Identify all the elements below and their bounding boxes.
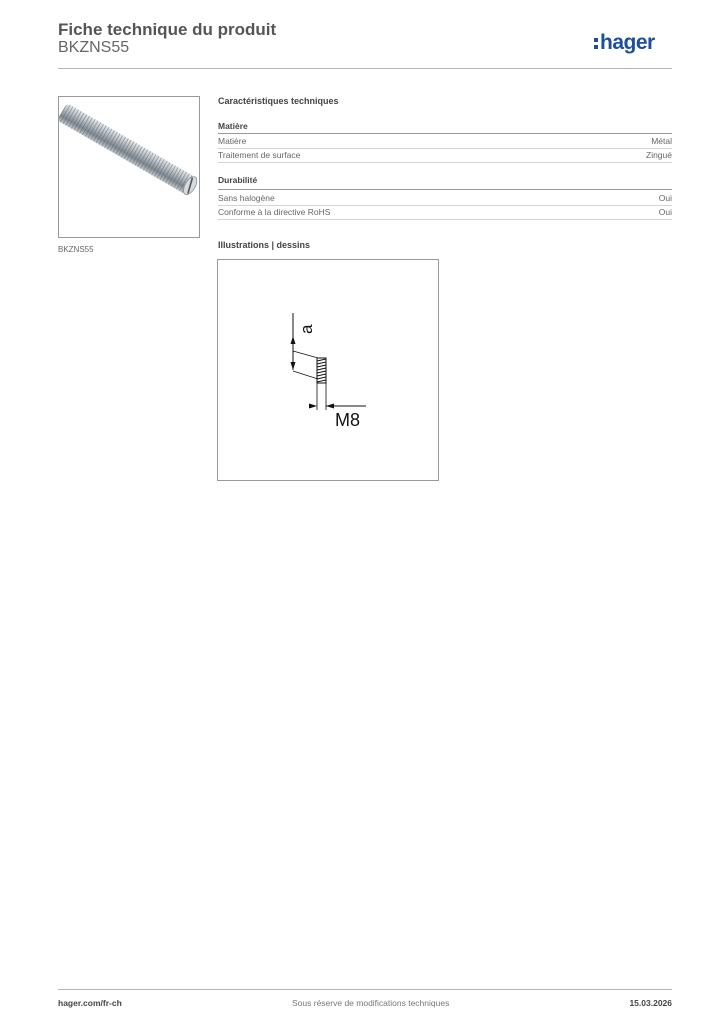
spec-label: Conforme à la directive RoHS [218,207,331,217]
group-title-durabilite: Durabilité [218,175,258,185]
threaded-rod-drawing [218,260,438,480]
spec-row [218,192,672,206]
spec-value: Zingué [646,150,672,160]
thread-size-label: M8 [335,410,361,430]
product-photo-caption: BKZNS55 [58,245,94,254]
product-photo [58,96,200,238]
specs-title: Caractéristiques techniques [218,96,339,106]
spec-label: Traitement de surface [218,150,301,160]
footer-date: 15.03.2026 [629,998,672,1008]
group-divider [218,189,672,190]
dimension-a-label: a [297,324,316,334]
group-divider [218,133,672,134]
illustrations-title: Illustrations | dessins [218,240,311,250]
spec-value: Oui [658,207,672,217]
spec-value: Métal [651,136,672,146]
spec-row [218,206,672,220]
spec-label: Matière [218,136,247,146]
spec-value: Oui [658,193,672,203]
spec-row [218,135,672,149]
footer-website-link[interactable]: hager.com/fr-ch [58,998,122,1008]
footer-divider [58,989,672,990]
header-divider [58,68,672,69]
spec-row [218,149,672,163]
product-reference: BKZNS55 [58,39,130,56]
spec-label: Sans halogène [218,193,275,203]
svg-text:hager: hager [600,31,655,54]
threaded-rod-image [59,97,200,238]
group-title-matiere: Matière [218,121,248,131]
footer-disclaimer: Sous réserve de modifications techniques [292,998,450,1008]
hager-logo [594,28,674,56]
page-title: Fiche technique du produit [58,20,277,39]
dimension-drawing [217,259,439,481]
